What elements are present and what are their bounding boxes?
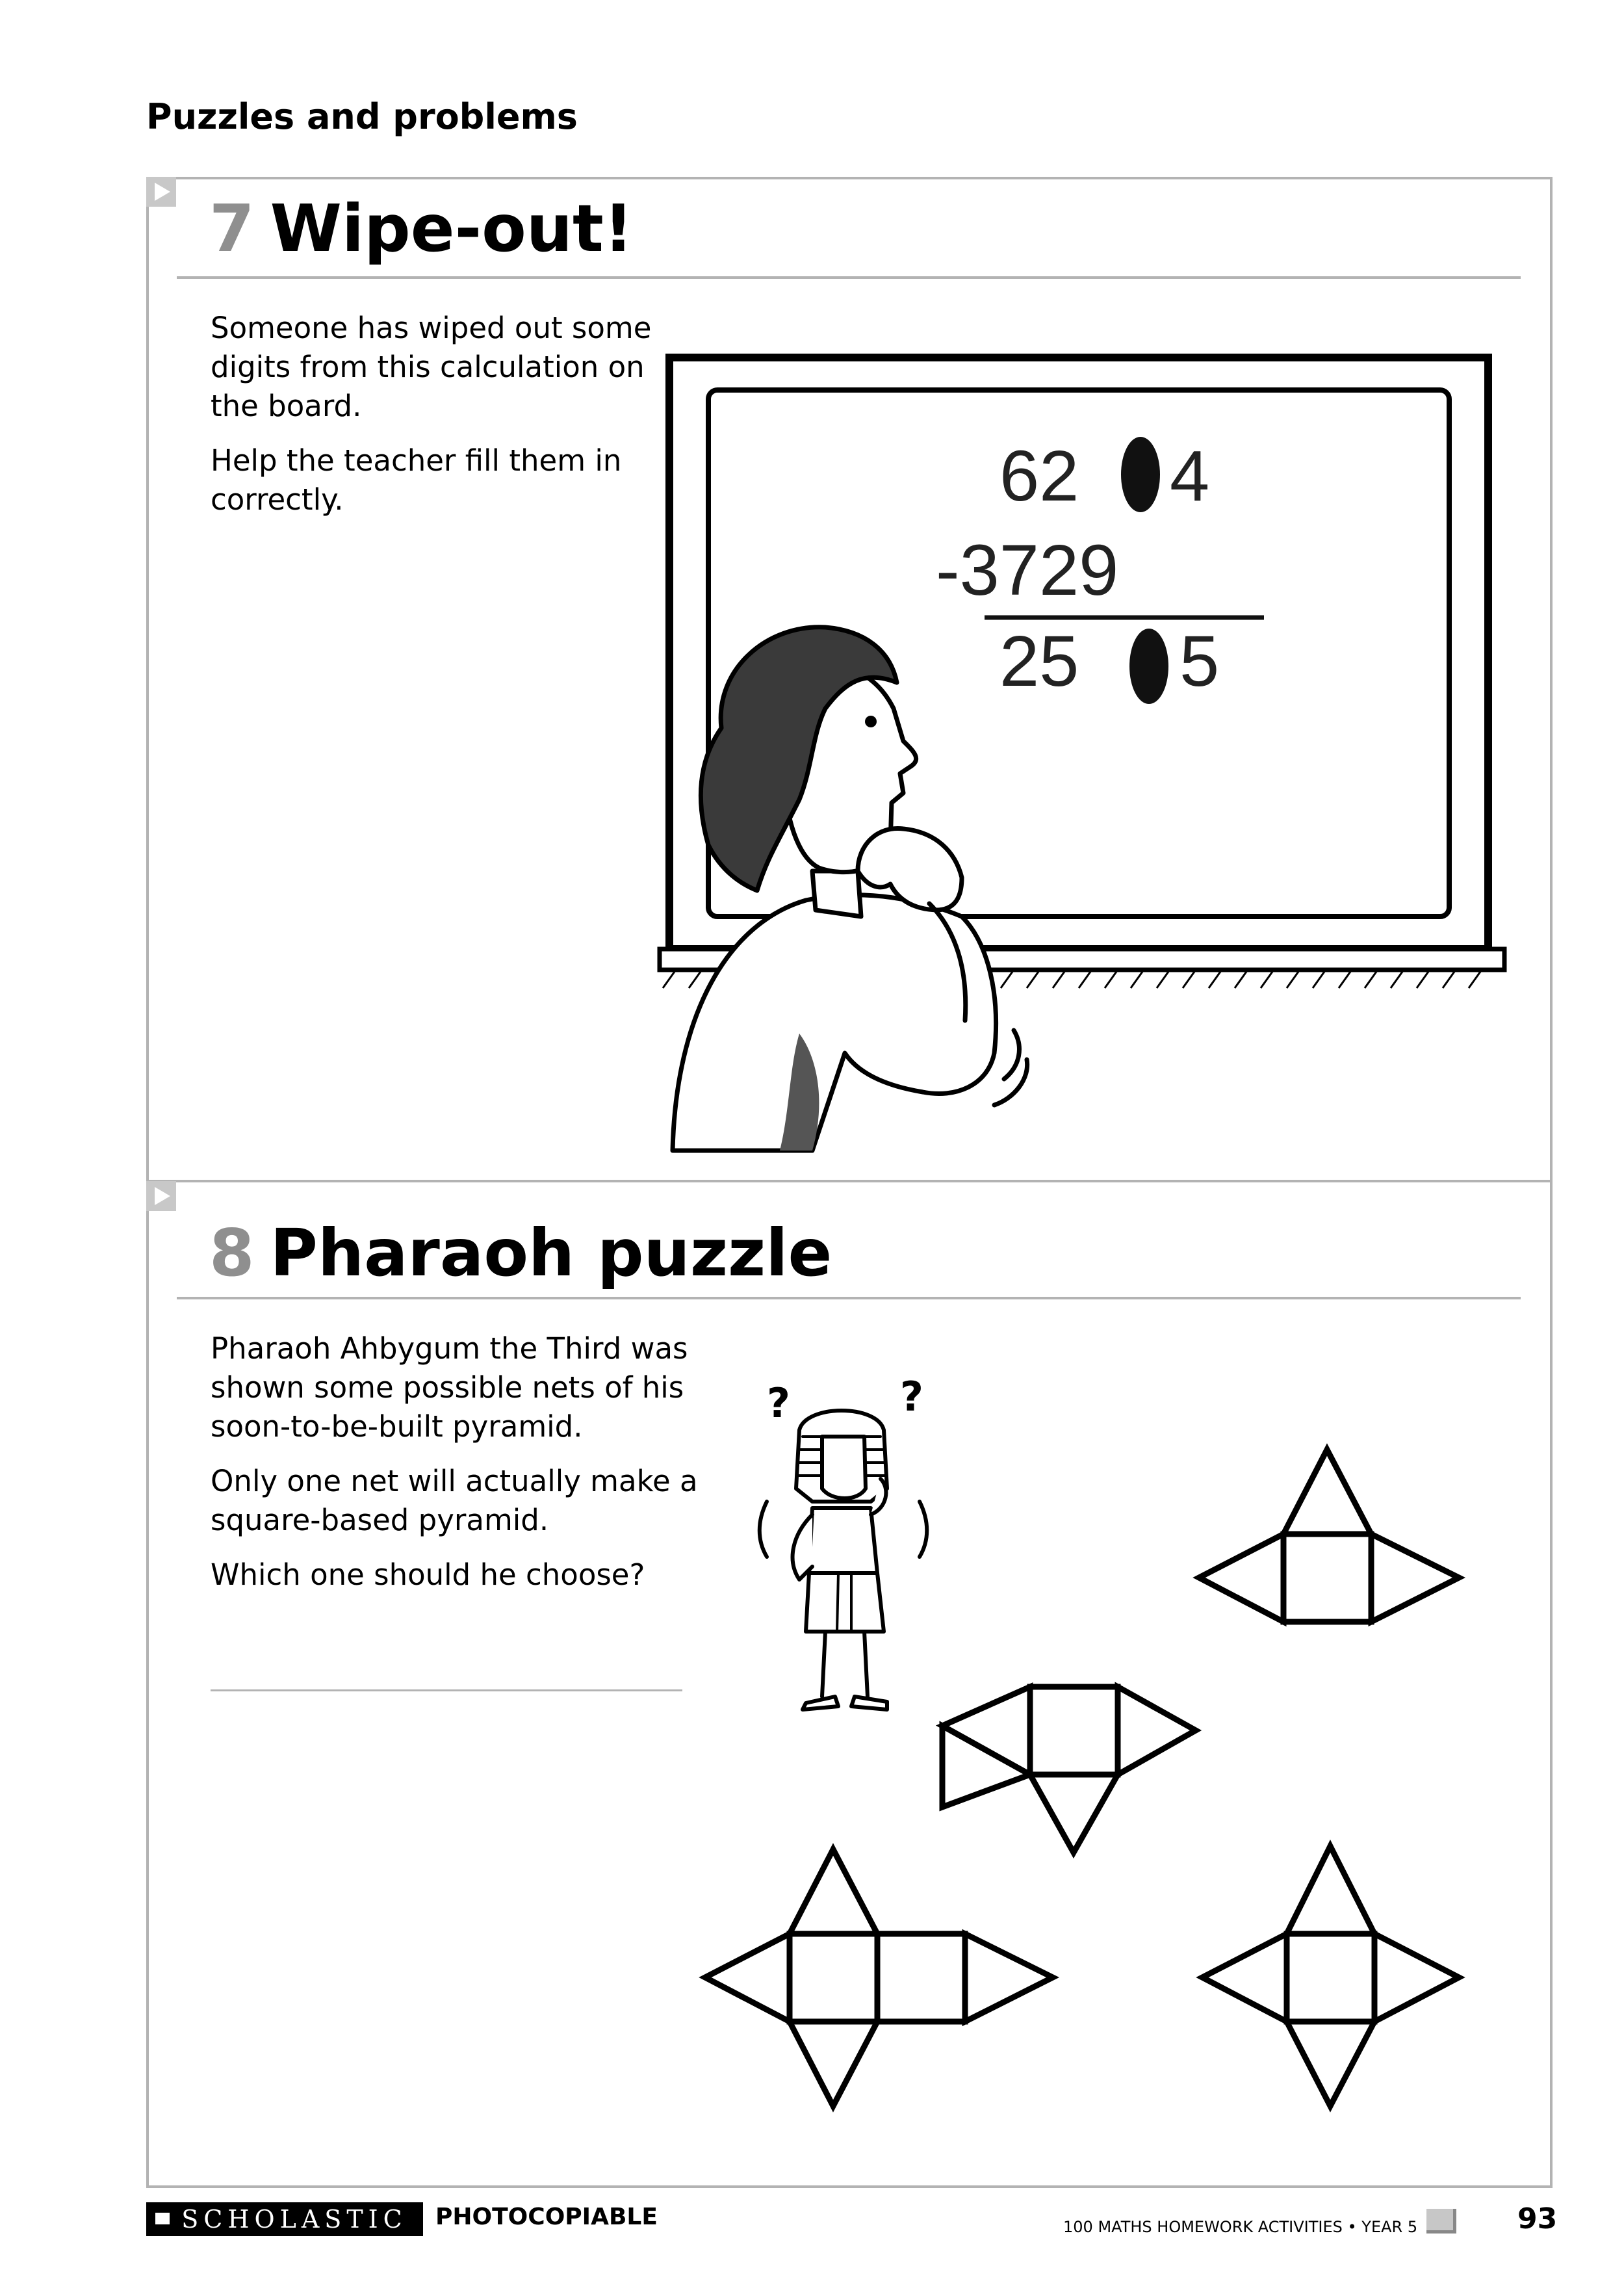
activity-8-text <box>211 1329 704 1610</box>
teacher-body <box>673 895 996 1151</box>
activity-7-paragraph: Someone has wiped out some digits from this calculation on the board. <box>211 311 652 423</box>
activity-7-title <box>209 190 634 267</box>
activity-7-text <box>211 309 665 535</box>
net-option-c <box>705 1849 1053 2106</box>
net-option-a <box>1199 1450 1459 1622</box>
calc-bottom-left: 25 <box>999 621 1079 701</box>
title-rule <box>177 1297 1521 1299</box>
activity-7-heading: Wipe-out! <box>270 190 634 267</box>
question-mark: ? <box>900 1373 923 1420</box>
activity-8-paragraph: Only one net will actually make a square-based pyramid. <box>211 1464 698 1537</box>
section-heading: Puzzles and problems <box>146 96 578 137</box>
activity-8-heading: Pharaoh puzzle <box>270 1215 832 1291</box>
calc-middle: -3729 <box>936 530 1119 610</box>
teacher-figure <box>673 627 1027 1151</box>
activity-8-number: 8 <box>209 1215 255 1291</box>
activity-8-title <box>209 1215 832 1291</box>
book-title: 100 MATHS HOMEWORK ACTIVITIES • YEAR 5 <box>1063 2218 1418 2236</box>
classroom-board-illustration <box>650 345 1521 1164</box>
activity-8-paragraph: Which one should he choose? <box>211 1557 645 1592</box>
answer-line <box>211 1689 682 1691</box>
activity-7-number: 7 <box>209 190 255 267</box>
teacher-neck <box>812 871 861 917</box>
teacher-eye <box>865 716 877 727</box>
net-option-b <box>942 1687 1196 1853</box>
calc-top-right: 4 <box>1170 436 1210 516</box>
frame-divider <box>146 1180 1553 1182</box>
page-number: 93 <box>1517 2202 1558 2235</box>
activity-8-paragraph: Pharaoh Ahbygum the Third was shown some possible nets of his soon-to-be-built pyramid. <box>211 1331 688 1444</box>
wiped-digit-smudge <box>1121 437 1160 512</box>
motion-line <box>1004 1030 1019 1079</box>
pyramid-nets <box>682 1430 1540 2113</box>
wiped-digit-smudge <box>1129 629 1168 704</box>
play-marker-icon <box>146 1181 176 1211</box>
calc-top-left: 62 <box>999 436 1079 516</box>
photocopiable-label: PHOTOCOPIABLE <box>435 2204 658 2230</box>
motion-line <box>994 1060 1027 1105</box>
net-option-d <box>1202 1846 1459 2106</box>
publisher-logo: SCHOLASTIC <box>146 2202 423 2236</box>
activity-7-paragraph: Help the teacher fill them in correctly. <box>211 443 622 517</box>
book-icon <box>1426 2209 1456 2233</box>
calc-bottom-right: 5 <box>1179 621 1220 701</box>
title-rule <box>177 276 1521 279</box>
question-mark: ? <box>767 1379 790 1427</box>
play-marker-icon <box>146 177 176 207</box>
